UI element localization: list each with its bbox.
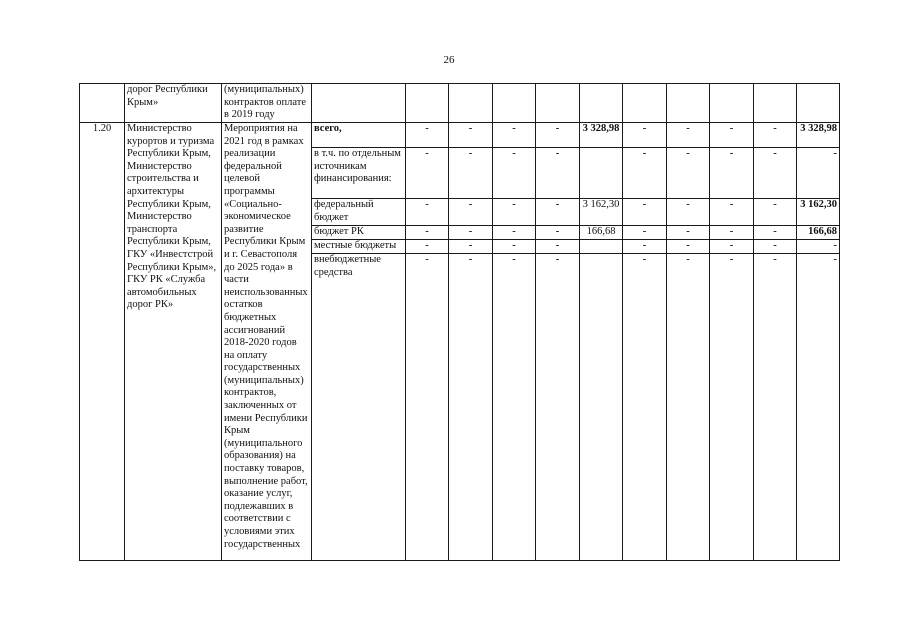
value-cell: - [754,148,797,199]
value-cell: - [667,254,710,561]
value-cell [580,148,623,199]
source-label: федеральный бюджет [312,199,406,226]
total-cell: 3 328,98 [797,123,840,148]
value-cell: - [623,199,667,226]
total-cell: 166,68 [797,226,840,240]
value-cell: - [536,199,580,226]
value-cell: 3 162,30 [580,199,623,226]
page-number: 26 [443,54,455,66]
value-cell: - [493,240,536,254]
row-number-cell [80,84,125,123]
value-cell: - [623,254,667,561]
value-cell [580,84,623,123]
value-cell: - [449,199,493,226]
value-cell: - [536,123,580,148]
value-cell: - [449,148,493,199]
value-cell: - [667,148,710,199]
value-cell: - [754,226,797,240]
value-cell: - [493,226,536,240]
value-cell: - [754,240,797,254]
source-label: бюджет РК [312,226,406,240]
source-label: в т.ч. по отдельным источникам финансирования: [312,148,406,199]
total-cell: - [797,240,840,254]
value-cell: 166,68 [580,226,623,240]
value-cell: - [710,226,754,240]
value-cell: - [710,123,754,148]
value-cell: - [623,226,667,240]
value-cell [667,84,710,123]
value-cell: - [623,240,667,254]
value-cell [710,84,754,123]
value-cell: - [449,254,493,561]
value-cell: 3 328,98 [580,123,623,148]
value-cell: - [493,199,536,226]
value-cell: - [754,123,797,148]
event-cell: (муниципальных) контрактов оплате в 2019 году [222,84,312,123]
value-cell: - [406,240,449,254]
value-cell: - [623,148,667,199]
continuation-row [80,84,840,123]
value-cell: - [536,226,580,240]
source-label: местные бюджеты [312,240,406,254]
value-cell: - [406,123,449,148]
value-cell [449,84,493,123]
value-cell [493,84,536,123]
total-cell: 3 162,30 [797,199,840,226]
total-cell: - [797,148,840,199]
value-cell: - [449,123,493,148]
row-number: 1.20 [80,123,125,561]
value-cell: - [493,148,536,199]
source-row-total [80,123,840,148]
value-cell: - [710,240,754,254]
value-cell [754,84,797,123]
value-cell: - [623,123,667,148]
value-cell: - [710,148,754,199]
value-cell: - [667,240,710,254]
value-cell: - [406,254,449,561]
total-cell: - [797,254,840,561]
value-cell: - [449,226,493,240]
value-cell: - [667,123,710,148]
value-cell: - [406,199,449,226]
value-cell [536,84,580,123]
value-cell: - [536,254,580,561]
value-cell: - [406,148,449,199]
value-cell: - [667,226,710,240]
value-cell: - [710,199,754,226]
financing-table [79,83,840,561]
value-cell [580,240,623,254]
value-cell: - [493,254,536,561]
source-label: всего, [312,123,406,148]
value-cell [406,84,449,123]
value-cell [580,254,623,561]
executor-cell: Министерство курортов и туризма Республики Крым, Министерство строительства и архитектуры Республики Крым, Министерство транспорта Республики Крым, ГКУ «Инвестстрой Республики Крым», ГКУ РК «Служба автомобильных дорог РК» [125,123,222,561]
value-cell: - [493,123,536,148]
value-cell: - [449,240,493,254]
value-cell: - [754,254,797,561]
source-cell [312,84,406,123]
executor-cell: дорог Республики Крым» [125,84,222,123]
value-cell: - [754,199,797,226]
event-cell: Мероприятия на 2021 год в рамках реализации федеральной целевой программы «Социально-экономическое развитие Республики Крым и г. Севастополя до 2025 года» в части неиспользованных остатков бюджетных ассигнований 2018-2020 годов на оплату государственных (муниципальных) контрактов, заключенных от имени Республики Крым (муниципального образования) на поставку товаров, выполнение работ, оказание услуг, подлежавших в соответствии с условиями этих государственных [222,123,312,561]
value-cell: - [536,148,580,199]
total-cell [797,84,840,123]
value-cell: - [667,199,710,226]
value-cell [623,84,667,123]
value-cell: - [406,226,449,240]
source-label: внебюджетные средства [312,254,406,561]
value-cell: - [536,240,580,254]
value-cell: - [710,254,754,561]
